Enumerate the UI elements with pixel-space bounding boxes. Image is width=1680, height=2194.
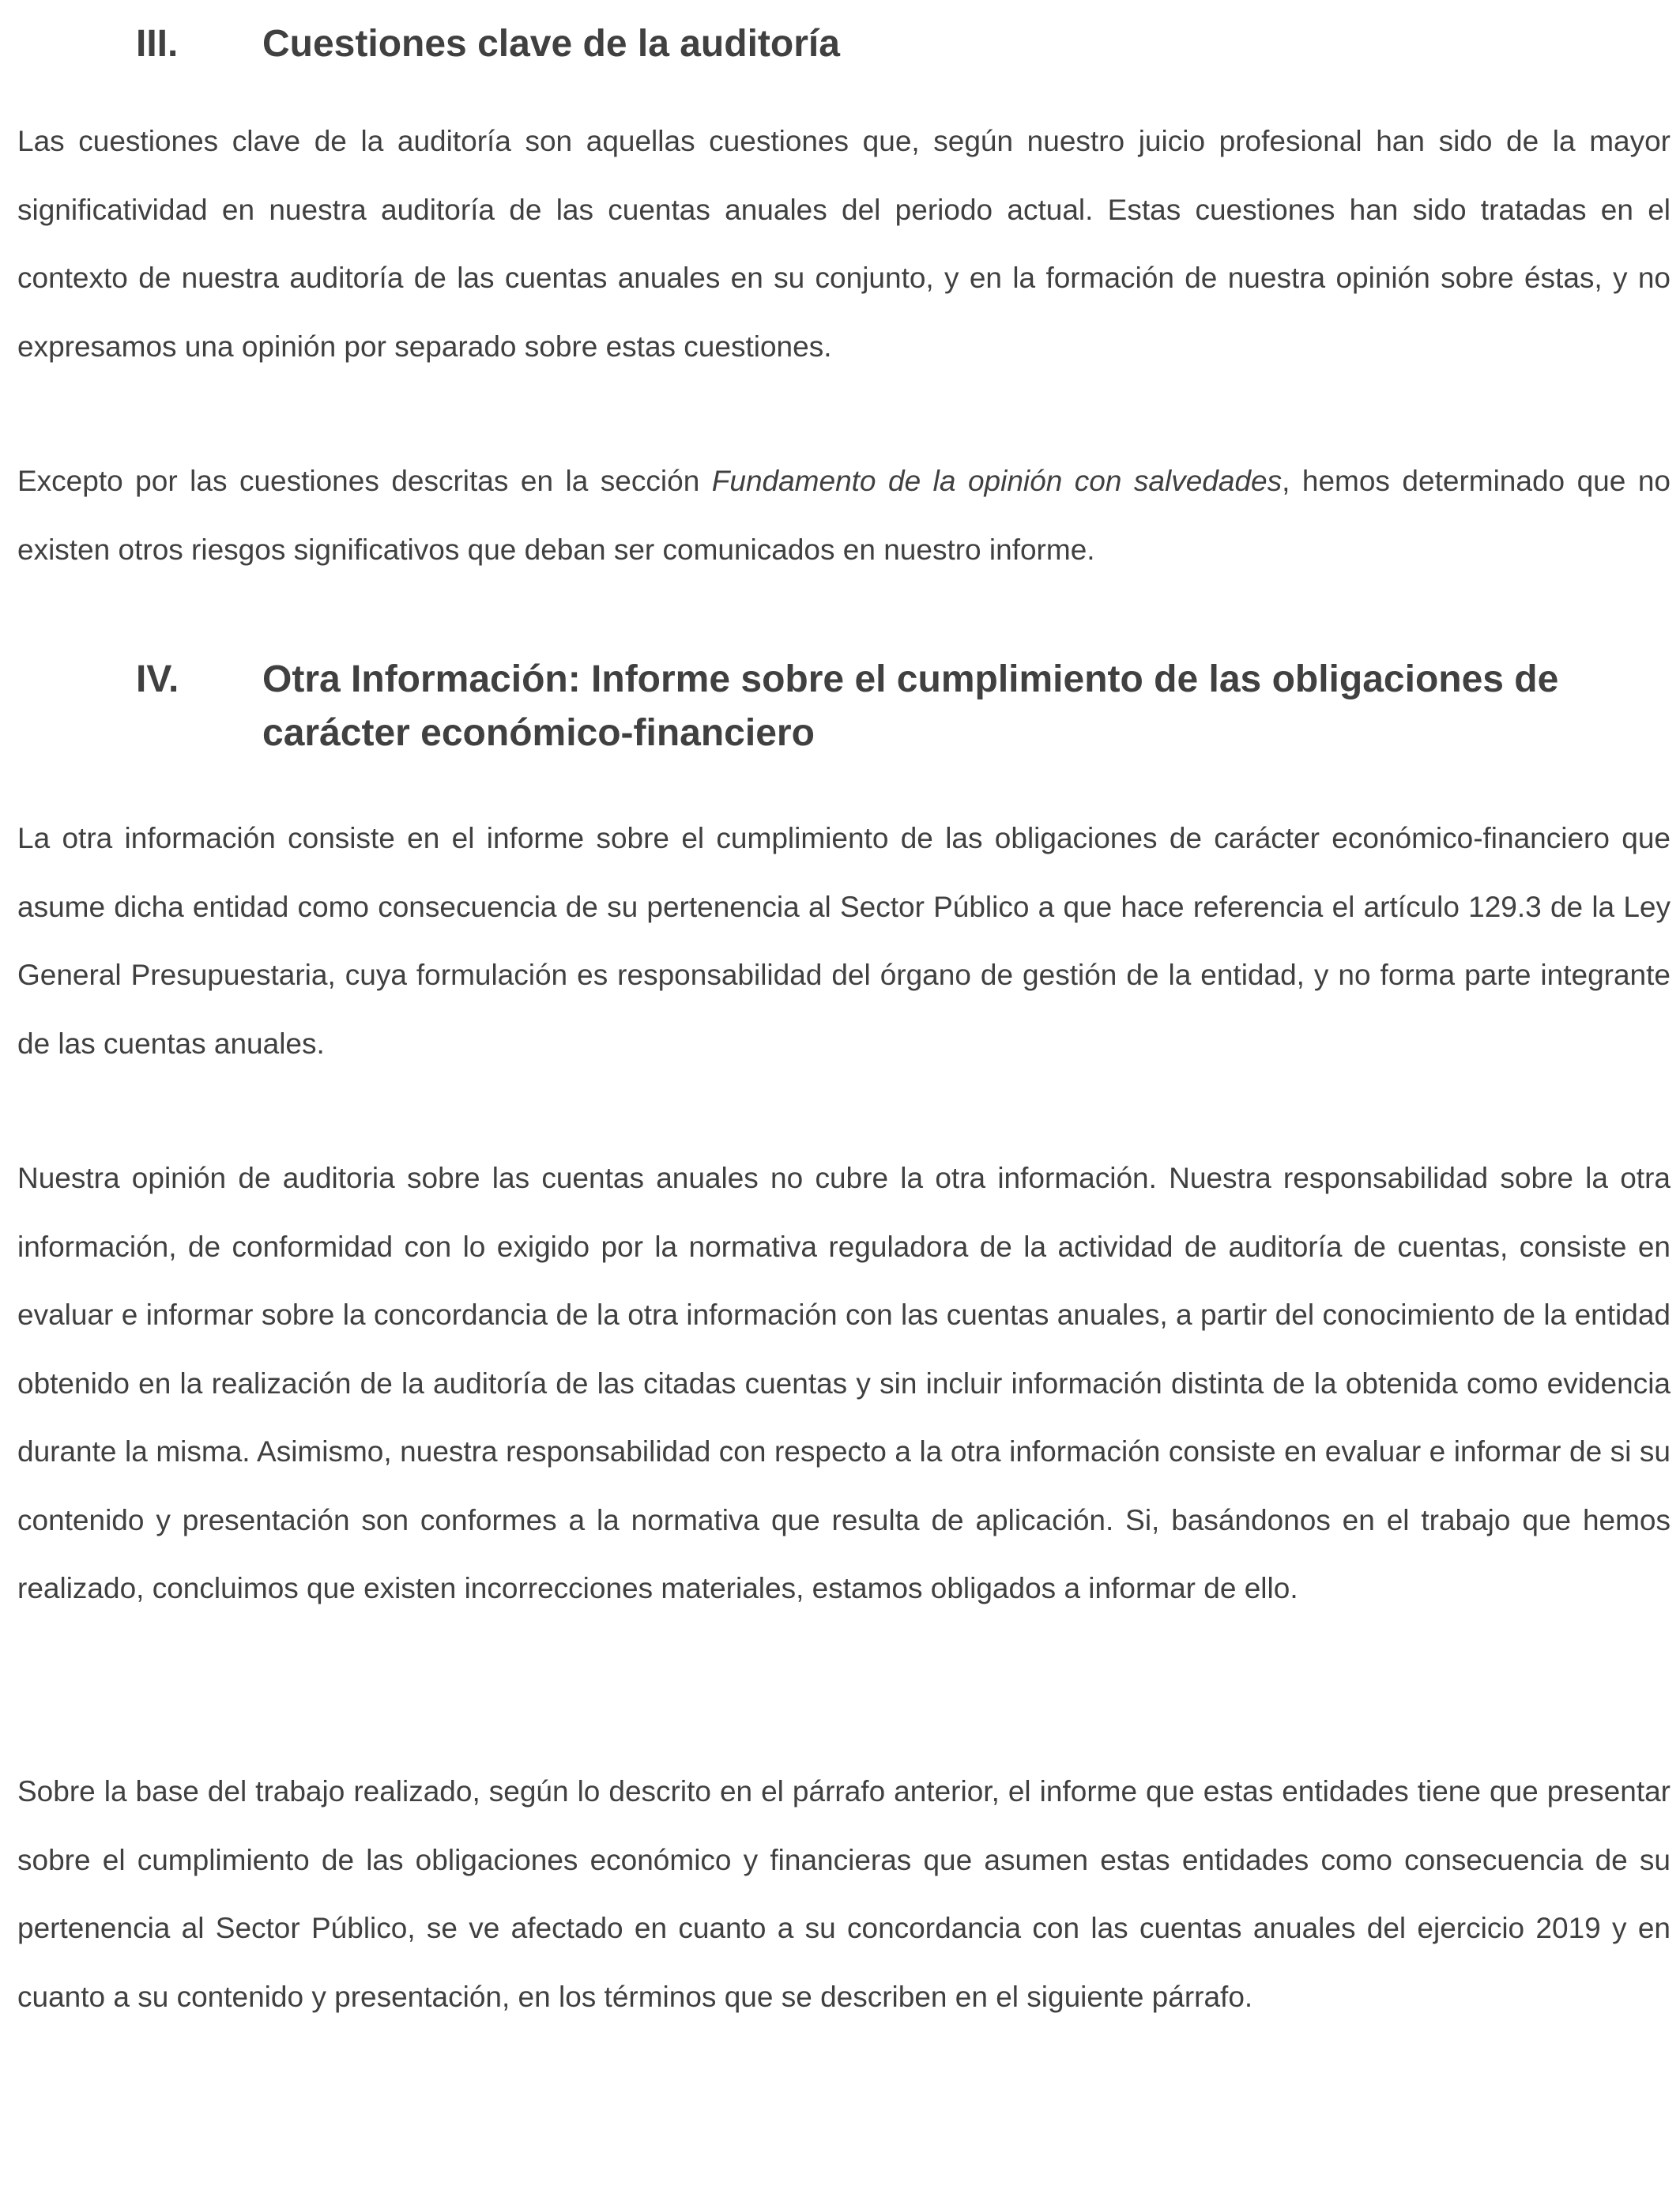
paragraph-text: , hemos determinado que no existen otros riesgos significativos que deban ser comunicados en nuestro informe. [17,465,1671,566]
paragraph-text: Excepto por las cuestiones descritas en la sección [17,465,712,497]
section-title: Cuestiones clave de la auditoría [262,23,840,65]
italic-reference: Fundamento de la opinión con salvedades [711,465,1283,497]
section-number: IV. [136,658,179,700]
paragraph: Las cuestiones clave de la auditoría son aquellas cuestiones que, según nuestro juicio profesional han sido de la mayor significatividad en nuestra auditoría de las cuentas anuales del periodo actual. Estas cuestiones han sido tratadas en el contexto de nuestra auditoría de las cuentas anuales en su conjunto, y en la formación de nuestra opinión sobre éstas, y no expresamos una opinión por separado sobre estas cuestiones. [17,125,1671,363]
section-title: Otra Información: Informe sobre el cumplimiento de las obligaciones de carácter económico-financiero [262,658,1559,754]
section-number: III. [136,23,179,65]
paragraph: La otra información consiste en el informe sobre el cumplimiento de las obligaciones de carácter económico-financiero que asume dicha entidad como consecuencia de su pertenencia al Sector Público a que hace referencia el artículo 129.3 de la Ley General Presupuestaria, cuya formulación es responsabilidad del órgano de gestión de la entidad, y no forma parte integrante de las cuentas anuales. [17,822,1671,1060]
paragraph: Nuestra opinión de auditoria sobre las cuentas anuales no cubre la otra información. Nuestra responsabilidad sobre la otra información, de conformidad con lo exigido por la normativa reguladora de la actividad de auditoría de cuentas, consiste en evaluar e informar sobre la concordancia de la otra información con las cuentas anuales, a partir del conocimiento de la entidad obtenido en la realización de la auditoría de las citadas cuentas y sin incluir información distinta de la obtenida como evidencia durante la misma. Asimismo, nuestra responsabilidad con respecto a la otra información consiste en evaluar e informar de si su contenido y presentación son conformes a la normativa que resulta de aplicación. Si, basándonos en el trabajo que hemos realizado, concluimos que existen incorrecciones materiales, estamos obligados a informar de ello. [17,1162,1671,1604]
paragraph [17,447,1671,584]
paragraph: Sobre la base del trabajo realizado, según lo descrito en el párrafo anterior, el informe que estas entidades tiene que presentar sobre el cumplimiento de las obligaciones económico y financieras que asumen estas entidades como consecuencia de su pertenencia al Sector Público, se ve afectado en cuanto a su concordancia con las cuentas anuales del ejercicio 2019 y en cuanto a su contenido y presentación, en los términos que se describen en el siguiente párrafo. [17,1775,1671,2013]
